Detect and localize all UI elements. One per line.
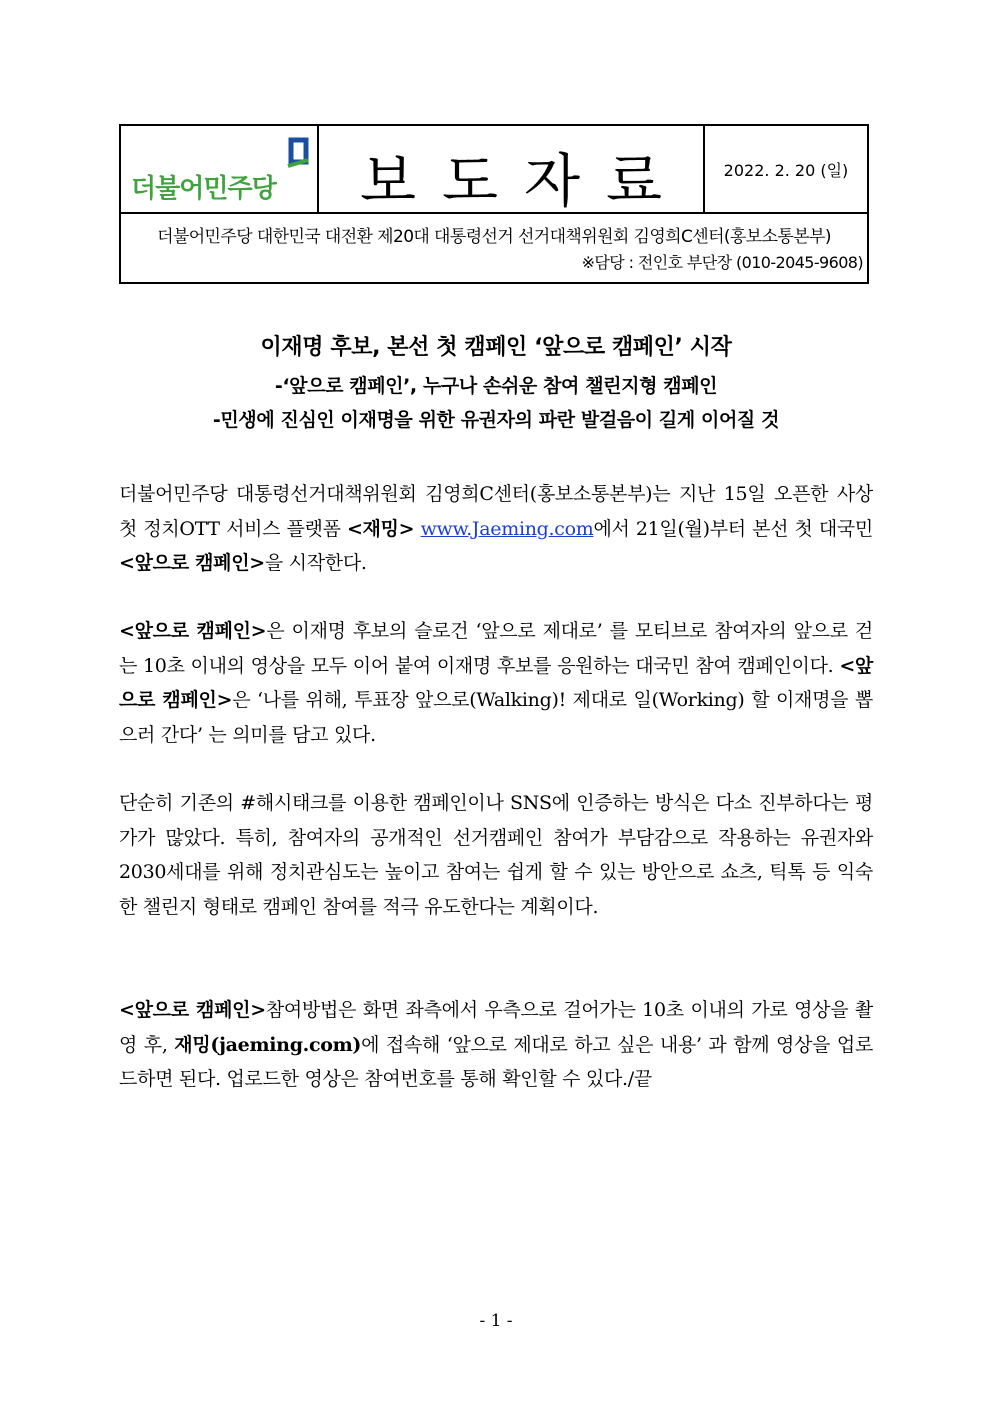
page-title: 보도자료 xyxy=(359,147,689,215)
p1-campaign-bold: <앞으로 캠페인> xyxy=(119,552,265,574)
p1-text-d: 에서 21일(월)부터 본선 첫 대국민 xyxy=(593,517,873,540)
p4-text-b: 참여방법은 화면 좌측에서 우측으로 걸어가는 10초 이내의 가로 영상을 촬영 후, xyxy=(119,999,873,1056)
p4-jaeming-bold: 재밍(jaeming.com) xyxy=(174,1033,362,1056)
p4-campaign-bold: <앞으로 캠페인> xyxy=(119,999,266,1021)
page-number: - 1 - xyxy=(479,1311,513,1331)
paragraph-4 xyxy=(119,993,873,1097)
p1-text-f: 을 시작한다. xyxy=(264,552,367,574)
paragraph-2 xyxy=(119,614,873,752)
paragraph-1 xyxy=(119,477,873,581)
headline: 이재명 후보, 본선 첫 캠페인 ‘앞으로 캠페인’ 시작 xyxy=(260,335,732,360)
header-top-row xyxy=(121,126,867,214)
party-logo-mark-icon xyxy=(286,136,310,170)
party-logo-text: 더불어민주당 xyxy=(131,174,276,204)
contact-line: ※담당 : 전인호 부단장 (010-2045-9608) xyxy=(581,253,863,272)
logo-cell xyxy=(121,126,319,212)
release-date: 2022. 2. 20 (일) xyxy=(723,161,849,180)
subheadline-1: -‘앞으로 캠페인’, 누구나 손쉬운 참여 챌린지형 캠페인 xyxy=(274,375,718,397)
title-cell xyxy=(319,126,705,215)
p2-campaign-bold-2: <앞으로 캠페인> xyxy=(119,654,873,711)
p2-text-d: 은 ‘나를 위해, 투표장 앞으로(Walking)! 제대로 일(Working) 할 이재명을 뽑으러 간다’ 는 의미를 담고 있다. xyxy=(119,689,873,746)
organization-line: 더불어민주당 대한민국 대전환 제20대 대통령선거 선거대책위원회 김영희C센터(홍보소통본부) xyxy=(157,227,831,247)
p2-text-b: 은 이재명 후보의 슬로건 ‘앞으로 제대로’ 를 모티브로 참여자의 앞으로 걷는 10초 이내의 영상을 모두 이어 붙여 이재명 후보를 응원하는 대국민 참여 캠페인이다. xyxy=(119,620,873,677)
paragraph-3: 단순히 기존의 #해시태크를 이용한 캠페인이나 SNS에 인증하는 방식은 다소 진부하다는 평가가 많았다. 특히, 참여자의 공개적인 선거캠페인 참여가 부담감으로 작용하는 유권자와 2030세대를 위해 정치관심도는 높이고 참여는 쉽게 할 수 있는 방안으로 쇼츠, 틱톡 등 익숙한 챌린지 형태로 캠페인 참여를 적극 유도한다는 계획이다. xyxy=(119,792,873,918)
jaeming-link[interactable]: www.Jaeming.com xyxy=(420,517,594,540)
subheadline-2: -민생에 진심인 이재명을 위한 유권자의 파란 발걸음이 길게 이어질 것 xyxy=(212,409,780,431)
p1-text-a: 더불어민주당 대통령선거대책위원회 김영희C센터(홍보소통본부)는 지난 15일 오픈한 사상 첫 정치OTT 서비스 플랫폼 xyxy=(119,483,873,540)
p2-campaign-bold-1: <앞으로 캠페인> xyxy=(119,620,267,642)
p4-text-d: 에 접속해 ‘앞으로 제대로 하고 싶은 내용’ 과 함께 영상을 업로드하면 된다. 업로드한 영상은 참여번호를 통해 확인할 수 있다./끝 xyxy=(119,1033,873,1090)
p1-jaeming-bold: <재밍> xyxy=(346,517,415,540)
press-release-header xyxy=(119,124,869,284)
date-cell xyxy=(705,126,867,212)
